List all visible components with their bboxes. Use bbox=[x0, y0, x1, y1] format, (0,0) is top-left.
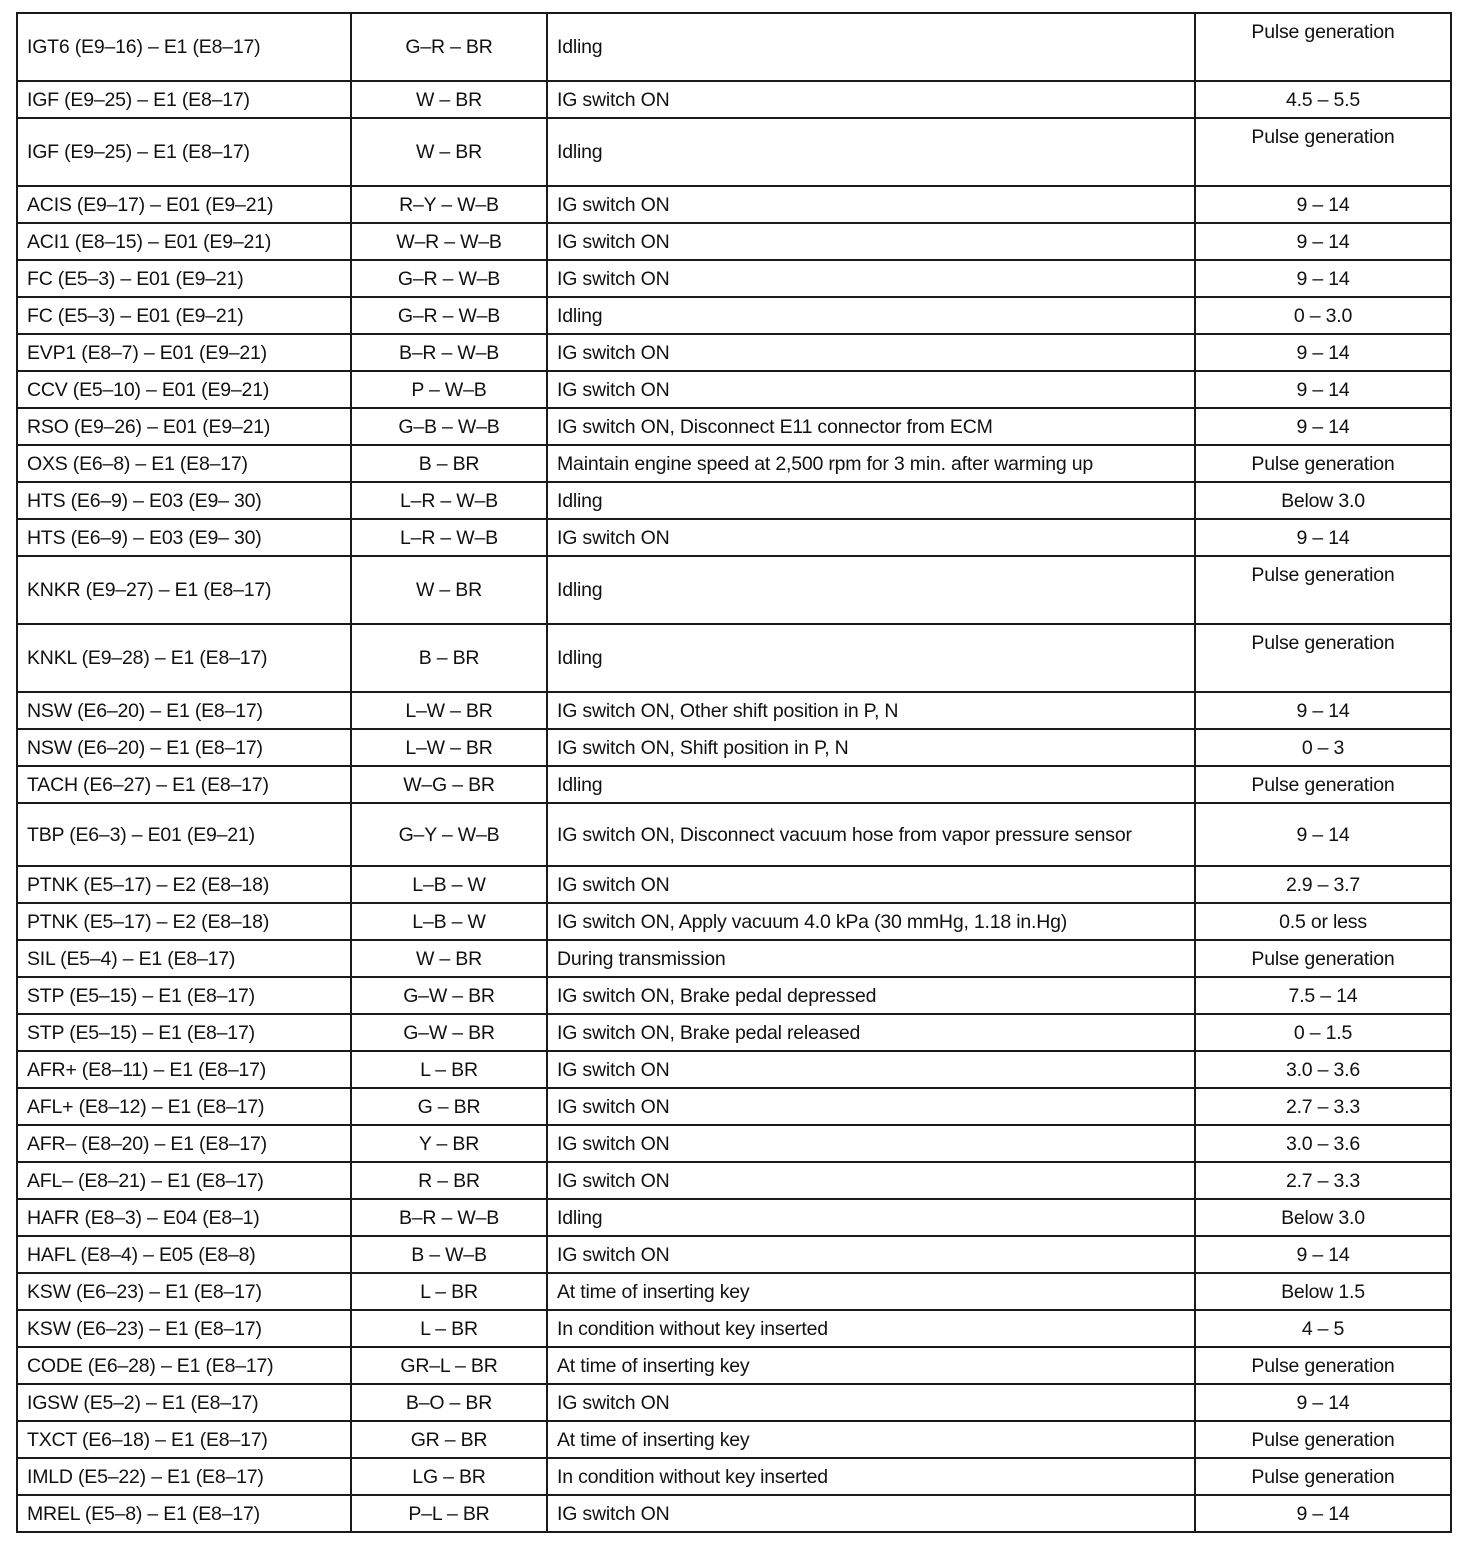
spec-cell: 2.7 – 3.3 bbox=[1195, 1162, 1451, 1199]
condition-cell: At time of inserting key bbox=[547, 1347, 1195, 1384]
table-row bbox=[17, 1014, 1451, 1051]
table-row bbox=[17, 482, 1451, 519]
table-row bbox=[17, 766, 1451, 803]
table-row bbox=[17, 186, 1451, 223]
spec-cell: 9 – 14 bbox=[1195, 519, 1451, 556]
condition-cell: IG switch ON, Shift position in P, N bbox=[547, 729, 1195, 766]
terminal-cell: CODE (E6–28) – E1 (E8–17) bbox=[17, 1347, 351, 1384]
condition-cell: Idling bbox=[547, 1199, 1195, 1236]
table-row bbox=[17, 519, 1451, 556]
wiring-color-cell: B–R – W–B bbox=[351, 334, 547, 371]
wiring-color-cell: B – BR bbox=[351, 445, 547, 482]
spec-cell: Pulse generation bbox=[1195, 13, 1451, 81]
table-row bbox=[17, 445, 1451, 482]
table-row bbox=[17, 1347, 1451, 1384]
condition-cell: Idling bbox=[547, 556, 1195, 624]
terminal-cell: STP (E5–15) – E1 (E8–17) bbox=[17, 1014, 351, 1051]
terminal-voltage-table bbox=[16, 12, 1452, 1533]
spec-cell: 9 – 14 bbox=[1195, 803, 1451, 866]
spec-cell: 0 – 3 bbox=[1195, 729, 1451, 766]
terminal-cell: TACH (E6–27) – E1 (E8–17) bbox=[17, 766, 351, 803]
spec-cell: Pulse generation bbox=[1195, 118, 1451, 186]
spec-cell: Pulse generation bbox=[1195, 940, 1451, 977]
wiring-color-cell: W – BR bbox=[351, 118, 547, 186]
wiring-color-cell: P – W–B bbox=[351, 371, 547, 408]
wiring-color-cell: G–R – W–B bbox=[351, 297, 547, 334]
spec-cell: 9 – 14 bbox=[1195, 408, 1451, 445]
wiring-color-cell: L – BR bbox=[351, 1051, 547, 1088]
spec-cell: Pulse generation bbox=[1195, 556, 1451, 624]
table-row bbox=[17, 1162, 1451, 1199]
terminal-cell: PTNK (E5–17) – E2 (E8–18) bbox=[17, 866, 351, 903]
terminal-cell: HTS (E6–9) – E03 (E9– 30) bbox=[17, 519, 351, 556]
terminal-cell: MREL (E5–8) – E1 (E8–17) bbox=[17, 1495, 351, 1532]
condition-cell: IG switch ON, Disconnect E11 connector from ECM bbox=[547, 408, 1195, 445]
wiring-color-cell: G – BR bbox=[351, 1088, 547, 1125]
table-row bbox=[17, 81, 1451, 118]
wiring-color-cell: GR–L – BR bbox=[351, 1347, 547, 1384]
spec-cell: Below 3.0 bbox=[1195, 482, 1451, 519]
terminal-cell: TXCT (E6–18) – E1 (E8–17) bbox=[17, 1421, 351, 1458]
wiring-color-cell: B – W–B bbox=[351, 1236, 547, 1273]
condition-cell: IG switch ON bbox=[547, 519, 1195, 556]
terminal-cell: AFR+ (E8–11) – E1 (E8–17) bbox=[17, 1051, 351, 1088]
spec-cell: 9 – 14 bbox=[1195, 186, 1451, 223]
table-row bbox=[17, 1051, 1451, 1088]
table-row bbox=[17, 940, 1451, 977]
condition-cell: IG switch ON bbox=[547, 1051, 1195, 1088]
terminal-cell: IGF (E9–25) – E1 (E8–17) bbox=[17, 81, 351, 118]
table-row bbox=[17, 1199, 1451, 1236]
terminal-cell: CCV (E5–10) – E01 (E9–21) bbox=[17, 371, 351, 408]
wiring-color-cell: L–R – W–B bbox=[351, 482, 547, 519]
wiring-color-cell: L–B – W bbox=[351, 866, 547, 903]
terminal-cell: IGT6 (E9–16) – E1 (E8–17) bbox=[17, 13, 351, 81]
wiring-color-cell: G–Y – W–B bbox=[351, 803, 547, 866]
spec-cell: Pulse generation bbox=[1195, 1421, 1451, 1458]
terminal-cell: ACI1 (E8–15) – E01 (E9–21) bbox=[17, 223, 351, 260]
terminal-cell: AFR– (E8–20) – E1 (E8–17) bbox=[17, 1125, 351, 1162]
condition-cell: Maintain engine speed at 2,500 rpm for 3 min. after warming up bbox=[547, 445, 1195, 482]
wiring-color-cell: L–W – BR bbox=[351, 729, 547, 766]
terminal-cell: STP (E5–15) – E1 (E8–17) bbox=[17, 977, 351, 1014]
wiring-color-cell: B–O – BR bbox=[351, 1384, 547, 1421]
spec-cell: 9 – 14 bbox=[1195, 1236, 1451, 1273]
condition-cell: IG switch ON bbox=[547, 186, 1195, 223]
spec-cell: 3.0 – 3.6 bbox=[1195, 1125, 1451, 1162]
terminal-cell: HTS (E6–9) – E03 (E9– 30) bbox=[17, 482, 351, 519]
condition-cell: IG switch ON bbox=[547, 371, 1195, 408]
spec-cell: Below 1.5 bbox=[1195, 1273, 1451, 1310]
table-row bbox=[17, 260, 1451, 297]
table-row bbox=[17, 1273, 1451, 1310]
wiring-color-cell: G–R – BR bbox=[351, 13, 547, 81]
condition-cell: IG switch ON bbox=[547, 1495, 1195, 1532]
condition-cell: At time of inserting key bbox=[547, 1421, 1195, 1458]
condition-cell: IG switch ON bbox=[547, 260, 1195, 297]
condition-cell: IG switch ON bbox=[547, 1088, 1195, 1125]
terminal-cell: KSW (E6–23) – E1 (E8–17) bbox=[17, 1273, 351, 1310]
terminal-cell: OXS (E6–8) – E1 (E8–17) bbox=[17, 445, 351, 482]
table-row bbox=[17, 13, 1451, 81]
condition-cell: IG switch ON bbox=[547, 223, 1195, 260]
table-row bbox=[17, 903, 1451, 940]
table-row bbox=[17, 371, 1451, 408]
condition-cell: IG switch ON bbox=[547, 1236, 1195, 1273]
spec-cell: Below 3.0 bbox=[1195, 1199, 1451, 1236]
wiring-color-cell: W – BR bbox=[351, 556, 547, 624]
wiring-color-cell: L–R – W–B bbox=[351, 519, 547, 556]
wiring-color-cell: G–W – BR bbox=[351, 977, 547, 1014]
terminal-cell: IGSW (E5–2) – E1 (E8–17) bbox=[17, 1384, 351, 1421]
terminal-cell: IGF (E9–25) – E1 (E8–17) bbox=[17, 118, 351, 186]
spec-cell: Pulse generation bbox=[1195, 1347, 1451, 1384]
spec-cell: 9 – 14 bbox=[1195, 260, 1451, 297]
wiring-color-cell: P–L – BR bbox=[351, 1495, 547, 1532]
condition-cell: IG switch ON, Disconnect vacuum hose from vapor pressure sensor bbox=[547, 803, 1195, 866]
table-row bbox=[17, 977, 1451, 1014]
condition-cell: In condition without key inserted bbox=[547, 1458, 1195, 1495]
table-row bbox=[17, 1421, 1451, 1458]
spec-cell: 2.9 – 3.7 bbox=[1195, 866, 1451, 903]
table-row bbox=[17, 556, 1451, 624]
condition-cell: IG switch ON, Brake pedal released bbox=[547, 1014, 1195, 1051]
spec-cell: 0.5 or less bbox=[1195, 903, 1451, 940]
table-row bbox=[17, 692, 1451, 729]
condition-cell: IG switch ON bbox=[547, 1384, 1195, 1421]
condition-cell: IG switch ON bbox=[547, 81, 1195, 118]
condition-cell: Idling bbox=[547, 297, 1195, 334]
terminal-cell: AFL– (E8–21) – E1 (E8–17) bbox=[17, 1162, 351, 1199]
spec-cell: 9 – 14 bbox=[1195, 223, 1451, 260]
spec-cell: 0 – 3.0 bbox=[1195, 297, 1451, 334]
spec-cell: 9 – 14 bbox=[1195, 1495, 1451, 1532]
table-row bbox=[17, 1236, 1451, 1273]
condition-cell: Idling bbox=[547, 13, 1195, 81]
terminal-cell: HAFR (E8–3) – E04 (E8–1) bbox=[17, 1199, 351, 1236]
table-row bbox=[17, 223, 1451, 260]
table-row bbox=[17, 1458, 1451, 1495]
table-row bbox=[17, 1125, 1451, 1162]
table-body bbox=[17, 13, 1451, 1532]
condition-cell: Idling bbox=[547, 482, 1195, 519]
terminal-cell: ACIS (E9–17) – E01 (E9–21) bbox=[17, 186, 351, 223]
spec-cell: 3.0 – 3.6 bbox=[1195, 1051, 1451, 1088]
wiring-color-cell: W – BR bbox=[351, 81, 547, 118]
terminal-cell: IMLD (E5–22) – E1 (E8–17) bbox=[17, 1458, 351, 1495]
table-row bbox=[17, 866, 1451, 903]
condition-cell: IG switch ON, Apply vacuum 4.0 kPa (30 mmHg, 1.18 in.Hg) bbox=[547, 903, 1195, 940]
wiring-color-cell: B–R – W–B bbox=[351, 1199, 547, 1236]
wiring-color-cell: L–W – BR bbox=[351, 692, 547, 729]
condition-cell: At time of inserting key bbox=[547, 1273, 1195, 1310]
wiring-color-cell: G–R – W–B bbox=[351, 260, 547, 297]
wiring-color-cell: GR – BR bbox=[351, 1421, 547, 1458]
table-row bbox=[17, 1495, 1451, 1532]
wiring-color-cell: L – BR bbox=[351, 1310, 547, 1347]
terminal-cell: SIL (E5–4) – E1 (E8–17) bbox=[17, 940, 351, 977]
spec-cell: 9 – 14 bbox=[1195, 692, 1451, 729]
condition-cell: During transmission bbox=[547, 940, 1195, 977]
wiring-color-cell: L–B – W bbox=[351, 903, 547, 940]
terminal-cell: FC (E5–3) – E01 (E9–21) bbox=[17, 260, 351, 297]
wiring-color-cell: Y – BR bbox=[351, 1125, 547, 1162]
wiring-color-cell: W–R – W–B bbox=[351, 223, 547, 260]
spec-cell: 2.7 – 3.3 bbox=[1195, 1088, 1451, 1125]
wiring-color-cell: R – BR bbox=[351, 1162, 547, 1199]
condition-cell: IG switch ON bbox=[547, 1125, 1195, 1162]
condition-cell: Idling bbox=[547, 624, 1195, 692]
wiring-color-cell: W – BR bbox=[351, 940, 547, 977]
terminal-cell: NSW (E6–20) – E1 (E8–17) bbox=[17, 729, 351, 766]
spec-cell: 7.5 – 14 bbox=[1195, 977, 1451, 1014]
wiring-color-cell: W–G – BR bbox=[351, 766, 547, 803]
wiring-color-cell: B – BR bbox=[351, 624, 547, 692]
wiring-color-cell: G–W – BR bbox=[351, 1014, 547, 1051]
terminal-cell: EVP1 (E8–7) – E01 (E9–21) bbox=[17, 334, 351, 371]
wiring-color-cell: R–Y – W–B bbox=[351, 186, 547, 223]
terminal-cell: AFL+ (E8–12) – E1 (E8–17) bbox=[17, 1088, 351, 1125]
terminal-cell: KNKR (E9–27) – E1 (E8–17) bbox=[17, 556, 351, 624]
table-row bbox=[17, 297, 1451, 334]
spec-cell: 4 – 5 bbox=[1195, 1310, 1451, 1347]
spec-cell: 9 – 14 bbox=[1195, 371, 1451, 408]
condition-cell: Idling bbox=[547, 118, 1195, 186]
wiring-color-cell: LG – BR bbox=[351, 1458, 547, 1495]
spec-cell: 4.5 – 5.5 bbox=[1195, 81, 1451, 118]
table-row bbox=[17, 729, 1451, 766]
wiring-color-cell: G–B – W–B bbox=[351, 408, 547, 445]
spec-cell: Pulse generation bbox=[1195, 1458, 1451, 1495]
terminal-cell: KSW (E6–23) – E1 (E8–17) bbox=[17, 1310, 351, 1347]
condition-cell: IG switch ON, Other shift position in P, N bbox=[547, 692, 1195, 729]
terminal-cell: KNKL (E9–28) – E1 (E8–17) bbox=[17, 624, 351, 692]
table-row bbox=[17, 408, 1451, 445]
terminal-cell: NSW (E6–20) – E1 (E8–17) bbox=[17, 692, 351, 729]
table-row bbox=[17, 1310, 1451, 1347]
table-row bbox=[17, 334, 1451, 371]
spec-cell: 9 – 14 bbox=[1195, 334, 1451, 371]
terminal-cell: RSO (E9–26) – E01 (E9–21) bbox=[17, 408, 351, 445]
table-row bbox=[17, 624, 1451, 692]
terminal-cell: HAFL (E8–4) – E05 (E8–8) bbox=[17, 1236, 351, 1273]
spec-cell: Pulse generation bbox=[1195, 445, 1451, 482]
spec-cell: Pulse generation bbox=[1195, 766, 1451, 803]
terminal-cell: FC (E5–3) – E01 (E9–21) bbox=[17, 297, 351, 334]
table-row bbox=[17, 803, 1451, 866]
condition-cell: Idling bbox=[547, 766, 1195, 803]
spec-cell: Pulse generation bbox=[1195, 624, 1451, 692]
condition-cell: IG switch ON bbox=[547, 1162, 1195, 1199]
condition-cell: IG switch ON bbox=[547, 334, 1195, 371]
spec-cell: 9 – 14 bbox=[1195, 1384, 1451, 1421]
table-row bbox=[17, 118, 1451, 186]
terminal-cell: TBP (E6–3) – E01 (E9–21) bbox=[17, 803, 351, 866]
spec-cell: 0 – 1.5 bbox=[1195, 1014, 1451, 1051]
condition-cell: In condition without key inserted bbox=[547, 1310, 1195, 1347]
terminal-cell: PTNK (E5–17) – E2 (E8–18) bbox=[17, 903, 351, 940]
table-row bbox=[17, 1384, 1451, 1421]
condition-cell: IG switch ON, Brake pedal depressed bbox=[547, 977, 1195, 1014]
wiring-color-cell: L – BR bbox=[351, 1273, 547, 1310]
condition-cell: IG switch ON bbox=[547, 866, 1195, 903]
table-row bbox=[17, 1088, 1451, 1125]
